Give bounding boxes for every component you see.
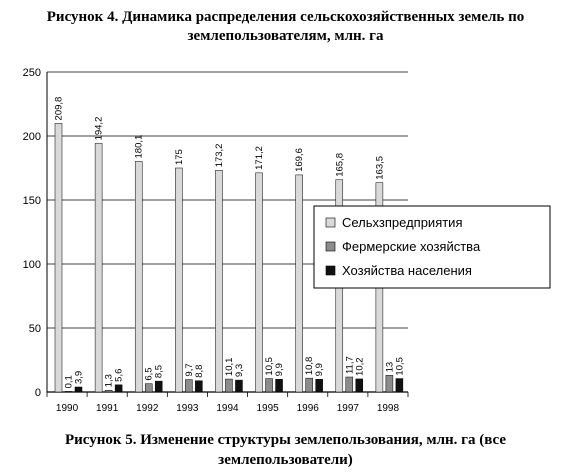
data-label: 0,1 [63,375,75,389]
data-label: 10,5 [264,357,276,376]
data-label: 9,9 [314,363,326,377]
bar-3-1992 [155,381,162,392]
x-tick-label: 1997 [336,403,359,414]
x-axis [47,392,408,414]
data-label: 8,8 [193,364,205,378]
bar-3-1998 [396,379,403,392]
data-label: 6,5 [143,367,155,381]
bar-3-1997 [356,379,363,392]
figure-title-line-2: землепользователям, млн. га [187,28,384,44]
bar-2-1997 [346,377,353,392]
bar-2-1991 [105,390,112,392]
bar-2-1995 [266,379,273,392]
bar-1-1991 [95,143,102,392]
legend-swatch [326,266,335,275]
caption-line-2: землепользователи) [218,452,353,468]
legend-swatch [326,218,335,227]
data-label: 1,3 [103,374,115,388]
data-label: 11,7 [344,356,356,375]
y-tick-label: 200 [22,131,41,143]
x-tick-label: 1995 [256,403,279,414]
data-label: 13 [384,361,396,373]
data-label: 171,2 [254,146,266,170]
bar-3-1990 [75,387,82,392]
data-label: 165,8 [334,152,346,177]
figure-caption [0,430,571,470]
legend-label: Фермерские хозяйства [342,239,481,254]
data-label: 163,5 [374,155,386,180]
y-tick-label: 250 [22,67,41,79]
bar-1-1992 [135,161,142,392]
bar-2-1990 [65,391,72,392]
bar-2-1992 [145,384,152,392]
data-label: 10,1 [223,357,235,377]
data-label: 169,6 [294,148,306,172]
bar-1-1993 [175,168,182,392]
data-label: 5,6 [113,368,125,382]
bar-1-1990 [55,123,62,392]
bar-2-1998 [386,375,393,392]
data-label: 209,8 [53,96,65,121]
x-tick-label: 1998 [376,403,400,414]
x-tick-label: 1994 [216,403,239,414]
data-label: 8,5 [153,364,165,379]
y-tick-label: 50 [28,323,41,335]
data-label: 3,9 [73,370,85,385]
data-label: 10,2 [354,357,366,376]
x-tick-label: 1996 [296,403,319,414]
bar-3-1995 [276,379,283,392]
data-label: 173,2 [213,143,225,168]
legend-swatch [326,242,335,251]
bar-1-1996 [296,175,303,392]
bar-3-1991 [115,385,122,392]
bar-1-1995 [256,173,263,392]
bar-2-1996 [306,378,313,392]
legend [314,206,550,288]
data-label: 175 [173,149,185,165]
x-tick-label: 1992 [136,403,159,414]
bar-3-1993 [195,381,202,392]
bar-2-1993 [185,380,192,392]
figure-title-line-1: Рисунок 4. Динамика распределения сельскохозяйственных земель по [46,9,525,25]
x-tick-label: 1990 [55,403,79,414]
data-label: 9,7 [183,363,195,377]
y-tick-label: 0 [34,387,41,399]
data-label: 10,5 [394,357,406,376]
data-label: 9,9 [274,363,286,377]
data-label: 194,2 [93,116,105,141]
bar-2-1994 [225,379,232,392]
data-label: 9,3 [233,363,245,378]
x-tick-label: 1991 [96,403,119,414]
bar-1-1994 [215,170,222,392]
bar-3-1996 [316,379,323,392]
bar-3-1994 [235,380,242,392]
x-tick-label: 1993 [176,403,199,414]
y-axis [23,67,47,399]
y-tick-label: 100 [22,259,41,271]
caption-line-1: Рисунок 5. Изменение структуры землепользования, млн. га (все [64,432,507,448]
y-tick-label: 150 [22,195,41,207]
data-label: 180,1 [133,134,145,159]
legend-label: Сельхзпредприятия [342,215,463,230]
legend-label: Хозяйства населения [342,263,472,278]
data-label: 10,8 [304,356,316,376]
